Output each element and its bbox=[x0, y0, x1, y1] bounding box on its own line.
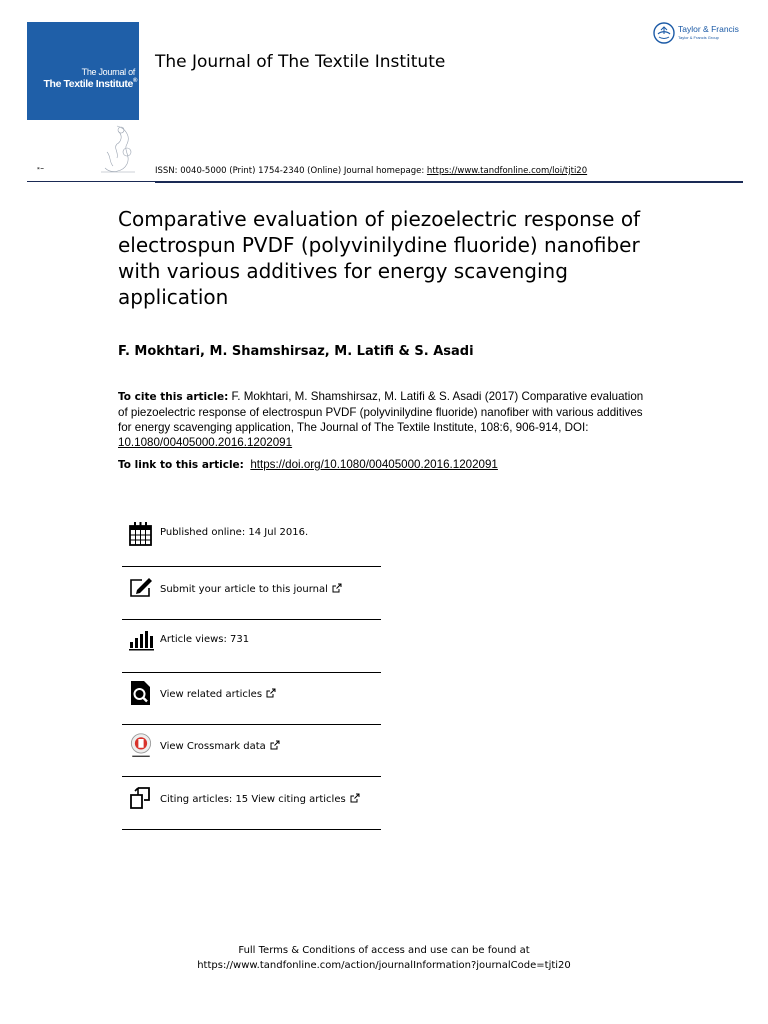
journal-cover-image bbox=[27, 22, 139, 178]
external-link-icon bbox=[270, 740, 280, 750]
article-title: Comparative evaluation of piezoelectric response of electrospun PVDF (polyvinilydine fluoride) nanofiber with various additives for energy scavenging application bbox=[118, 207, 641, 309]
article-views-item bbox=[125, 626, 381, 678]
external-link-icon bbox=[332, 583, 342, 593]
header-divider-thick bbox=[155, 181, 743, 183]
journal-homepage-link[interactable]: https://www.tandfonline.com/loi/tjti20 bbox=[426, 166, 588, 176]
item-divider bbox=[122, 776, 381, 777]
citing-articles-icon bbox=[127, 785, 155, 813]
crossmark-icon bbox=[127, 732, 155, 760]
cover-publisher-mark: ▣ ▬ bbox=[37, 166, 44, 170]
cite-label: To cite this article: bbox=[118, 391, 229, 403]
external-link-icon bbox=[266, 688, 276, 698]
calendar-icon bbox=[127, 520, 155, 548]
journal-title[interactable]: The Journal of The Textile Institute bbox=[155, 52, 446, 72]
publisher-group: Taylor & Francis Group bbox=[678, 35, 719, 40]
article-views-label: Article views: 731 bbox=[160, 634, 250, 645]
cover-title-line2: The Textile Institute® bbox=[43, 78, 137, 90]
crossmark-label[interactable]: View Crossmark data bbox=[160, 740, 280, 752]
taylor-francis-logo-icon bbox=[653, 22, 675, 44]
edit-icon bbox=[127, 575, 155, 603]
published-online-item bbox=[125, 520, 381, 572]
item-divider bbox=[122, 566, 381, 567]
cover-illustration bbox=[97, 122, 139, 178]
citing-articles-label[interactable]: Citing articles: 15 View citing articles bbox=[160, 793, 360, 805]
item-divider bbox=[122, 672, 381, 673]
cite-text: F. Mokhtari, M. Shamshirsaz, M. Latifi & S. Asadi (2017) Comparative evaluation of piezoelectric response of electrospun PVDF (polyvinilydine fluoride) nanofiber with various additives for energy scavenging application, The Journal of The Textile Institute, 108:6, 906-914, DOI: bbox=[118, 390, 644, 434]
related-articles-label[interactable]: View related articles bbox=[160, 688, 276, 700]
item-divider bbox=[122, 619, 381, 620]
item-divider bbox=[122, 724, 381, 725]
footer-line1: Full Terms & Conditions of access and use can be found at bbox=[238, 945, 530, 956]
article-link-line bbox=[118, 458, 498, 471]
item-divider bbox=[122, 829, 381, 830]
published-online-label: Published online: 14 Jul 2016. bbox=[160, 527, 309, 538]
external-link-icon bbox=[350, 793, 360, 803]
link-label: To link to this article: bbox=[118, 459, 244, 471]
related-articles-icon bbox=[127, 679, 155, 707]
cover-title-line1: The Journal of bbox=[81, 67, 135, 77]
citation-block bbox=[118, 389, 653, 450]
footer-terms-url[interactable]: https://www.tandfonline.com/action/journalInformation?journalCode=tjti20 bbox=[197, 960, 571, 971]
article-doi-url-link[interactable]: https://doi.org/10.1080/00405000.2016.1202091 bbox=[250, 458, 498, 471]
terms-footer bbox=[0, 943, 768, 973]
doi-link[interactable]: 10.1080/00405000.2016.1202091 bbox=[118, 436, 293, 449]
publisher-name: Taylor & Francis bbox=[678, 24, 739, 34]
article-authors: F. Mokhtari, M. Shamshirsaz, M. Latifi & S. Asadi bbox=[118, 344, 474, 359]
issn-line: ISSN: 0040-5000 (Print) 1754-2340 (Online) Journal homepage: https://www.tandfonline.com/loi/tjti20 bbox=[155, 166, 588, 176]
bar-chart-icon bbox=[127, 626, 155, 654]
submit-article-label[interactable]: Submit your article to this journal bbox=[160, 583, 342, 595]
